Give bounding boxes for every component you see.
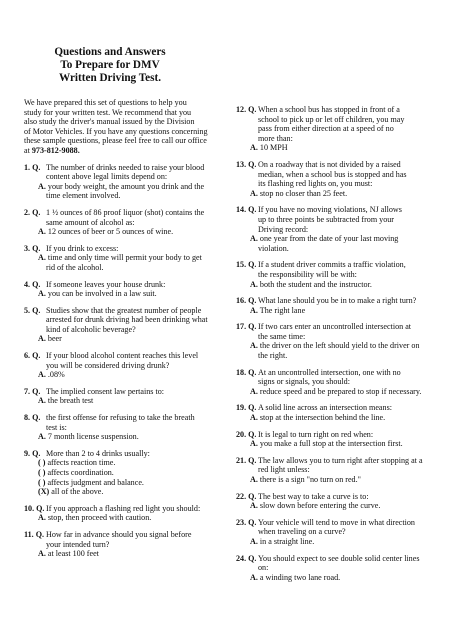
answer-text: there is a sign "no turn on red.": [259, 475, 361, 484]
answer-text: stop no closer than 25 feet.: [259, 188, 348, 198]
choice-text: affects judgment and balance.: [47, 477, 144, 487]
question-text: How far in advance should you signal before: [46, 529, 192, 539]
question-text: If you have no moving violations, NJ allows: [258, 205, 402, 215]
answer-label: A.: [38, 227, 46, 237]
choice-text: all of the above.: [51, 487, 104, 497]
title-line: To Prepare for DMV: [60, 58, 160, 71]
answer-line: [24, 191, 232, 201]
answer-line: [24, 334, 232, 344]
answer-text: time element involved.: [46, 191, 121, 201]
question-number: 16. Q.: [236, 296, 257, 306]
answer-label: A.: [38, 334, 46, 344]
answer-label: A.: [250, 386, 258, 396]
question-text: school to pick up or let off children, you may: [258, 114, 405, 124]
answer-label: A.: [250, 143, 258, 153]
answer-text: in a straight line.: [259, 536, 315, 546]
choice-text: affects coordination.: [47, 468, 114, 477]
question-item: [236, 368, 454, 397]
answer-text: beer: [47, 334, 62, 344]
question-number: 5. Q.: [24, 305, 41, 315]
question-item: [24, 208, 232, 237]
question-item: [236, 105, 454, 153]
answer-line: [236, 306, 454, 316]
answer-text: one year from the date of your last moving: [259, 234, 399, 244]
question-number: 12. Q.: [236, 105, 257, 114]
answer-label: A.: [38, 513, 46, 523]
question-text: arrested for drunk driving had been drinking what: [46, 315, 208, 325]
question-item: [24, 530, 232, 559]
answer-text: stop at the intersection behind the line.: [259, 413, 386, 423]
answer-text: the right.: [258, 351, 288, 361]
answer-text: your body weight, the amount you drink and the: [47, 181, 205, 191]
question-item: [24, 504, 232, 523]
choice-line: [24, 468, 232, 478]
answer-text: reduce speed and be prepared to stop if necessary.: [259, 386, 422, 396]
question-text: When a school bus has stopped in front of a: [258, 105, 400, 114]
answer-line: [24, 549, 232, 559]
answer-line: [236, 189, 454, 199]
question-number: 19. Q.: [236, 403, 257, 413]
question-text: The number of drinks needed to raise your blood: [46, 162, 205, 172]
intro-line: [24, 146, 232, 156]
question-number: 3. Q.: [24, 243, 41, 253]
answer-label: A.: [250, 341, 258, 351]
question-number: 2. Q.: [24, 207, 41, 217]
question-text: when traveling on a curve?: [258, 527, 346, 537]
question-item: [236, 205, 454, 253]
question-item: [236, 160, 454, 198]
answer-line: [236, 234, 454, 244]
choice-marker: ( ): [38, 477, 46, 487]
question-text: Your vehicle will tend to move in what direction: [258, 517, 415, 527]
intro-line: of Motor Vehicles. If you have any questions concerning: [24, 126, 208, 136]
question-text: red light unless:: [258, 465, 310, 475]
question-text: A solid line across an intersection means:: [258, 403, 392, 413]
question-text: If a student driver commits a traffic violation,: [258, 260, 406, 270]
question-text: up to three points be subtracted from your: [258, 214, 394, 224]
question-number: 8. Q.: [24, 413, 41, 423]
answer-label: A.: [38, 253, 46, 263]
question-text: What lane should you be in to make a right turn?: [258, 296, 417, 306]
answer-label: A.: [250, 305, 258, 315]
question-text: You should expect to see double solid center lines: [258, 553, 420, 563]
question-number: 22. Q.: [236, 491, 257, 501]
question-number: 20. Q.: [236, 429, 257, 439]
question-item: [236, 554, 454, 583]
answer-line: [24, 227, 232, 237]
question-number: 13. Q.: [236, 159, 257, 169]
question-text: more than:: [258, 133, 293, 143]
title-line: Questions and Answers: [54, 46, 166, 58]
question-number: 4. Q.: [24, 279, 41, 289]
question-text: It is legal to turn right on red when:: [258, 429, 374, 439]
phone-number: 973-812-9088.: [31, 145, 80, 155]
answer-label: A.: [250, 439, 258, 449]
question-number: 17. Q.: [236, 322, 257, 332]
intro-paragraph: [24, 98, 232, 156]
question-item: [236, 260, 454, 289]
question-text: pass from either direction at a speed of no: [258, 124, 394, 134]
answer-label: A.: [250, 572, 258, 582]
answer-text: both the student and the instructor.: [259, 279, 372, 289]
right-question-list: [236, 105, 454, 582]
answer-line: [236, 280, 454, 290]
answer-text: the driver on the left should yield to the driver on: [259, 341, 420, 351]
question-item: [236, 430, 454, 449]
question-item: [24, 351, 232, 380]
answer-line: [236, 341, 454, 351]
question-number: 15. Q.: [236, 260, 257, 270]
question-text: same amount of alcohol as:: [46, 217, 135, 227]
question-text: If your blood alcohol content reaches this level: [46, 351, 199, 361]
question-text: Studies show that the greatest number of people: [46, 305, 202, 315]
question-number: 11. Q.: [24, 529, 45, 539]
question-text: signs or signals, you should:: [258, 377, 350, 387]
answer-label: A.: [38, 396, 46, 406]
answer-line: [236, 439, 454, 449]
question-text: content above legal limits depend on:: [46, 172, 168, 182]
answer-label: A.: [38, 432, 46, 442]
left-column: [24, 98, 232, 559]
question-item: [24, 413, 232, 442]
answer-text: the breath test: [47, 396, 94, 406]
question-item: [24, 387, 232, 406]
answer-text: rid of the alcohol.: [46, 262, 104, 272]
answer-label: A.: [250, 413, 258, 423]
question-item: [24, 163, 232, 201]
answer-text: time and only time will permit your body to get: [47, 253, 202, 263]
question-text: its flashing red lights on, you must:: [258, 179, 373, 189]
question-text: you will be considered driving drunk?: [46, 360, 170, 370]
answer-label: A.: [38, 370, 46, 380]
question-text: The best way to take a curve is to:: [258, 491, 369, 501]
answer-label: A.: [250, 475, 258, 484]
answer-text: stop, then proceed with caution.: [47, 513, 152, 523]
left-question-list: [24, 163, 232, 559]
answer-line: [236, 351, 454, 361]
question-number: 6. Q.: [24, 351, 41, 361]
answer-line: [236, 413, 454, 423]
question-number: 1. Q.: [24, 162, 41, 172]
answer-line: [24, 396, 232, 406]
question-text: The law allows you to turn right after stopping at a: [258, 455, 423, 465]
answer-label: A.: [38, 289, 46, 299]
question-number: 10. Q.: [24, 503, 45, 513]
choice-text: affects reaction time.: [47, 458, 116, 468]
answer-line: [236, 475, 454, 485]
intro-line: also study the driver's manual issued by the Division: [24, 117, 195, 127]
question-item: [236, 492, 454, 511]
question-number: 9. Q.: [24, 448, 41, 458]
document-title: [40, 46, 180, 84]
question-text: test is:: [46, 422, 67, 432]
question-item: [24, 244, 232, 273]
answer-text: 12 ounces of beer or 5 ounces of wine.: [47, 227, 174, 237]
question-number: 14. Q.: [236, 205, 257, 215]
question-text: If you approach a flashing red light you should:: [46, 503, 201, 513]
answer-label: A.: [38, 549, 46, 559]
question-item: [24, 280, 232, 299]
answer-line: [24, 513, 232, 523]
answer-text: 10 MPH: [259, 143, 288, 153]
question-text: the first offense for refusing to take the breath: [46, 413, 195, 423]
answer-line: [236, 387, 454, 397]
intro-line: We have prepared this set of questions to help you: [24, 98, 187, 107]
answer-line: [24, 263, 232, 273]
question-text: kind of alcoholic beverage?: [46, 324, 136, 334]
question-text: your intended turn?: [46, 539, 110, 549]
answer-text: you can be involved in a law suit.: [47, 289, 157, 299]
question-text: If someone leaves your house drunk:: [46, 279, 166, 289]
question-text: At an uncontrolled intersection, one with no: [258, 367, 401, 377]
question-text: If two cars enter an uncontrolled intersection at: [258, 322, 412, 332]
question-item: [24, 449, 232, 497]
intro-line: study for your written test. We recommend that you: [24, 107, 192, 117]
answer-line: [24, 182, 232, 192]
answer-line: [24, 432, 232, 442]
answer-label: A.: [250, 501, 258, 511]
question-text: On a roadway that is not divided by a raised: [258, 159, 401, 169]
choice-line: [24, 478, 232, 488]
answer-text: .08%: [47, 370, 65, 380]
answer-text: slow down before entering the curve.: [259, 501, 381, 511]
choice-line: [24, 458, 232, 468]
question-text: If you drink to excess:: [46, 243, 119, 253]
question-text: on:: [258, 563, 269, 573]
choice-marker: ( ): [38, 468, 46, 477]
answer-text: 7 month license suspension.: [47, 432, 139, 442]
question-text: More than 2 to 4 drinks usually:: [46, 448, 150, 458]
answer-text: you make a full stop at the intersection first.: [259, 439, 403, 449]
question-number: 7. Q.: [24, 386, 41, 396]
choice-line: [24, 487, 232, 497]
answer-label: A.: [38, 181, 46, 191]
question-number: 24. Q.: [236, 553, 257, 563]
intro-at: at: [24, 145, 30, 155]
answer-line: [236, 537, 454, 547]
question-item: [236, 403, 454, 422]
question-item: [236, 322, 454, 360]
question-text: The implied consent law pertains to:: [46, 386, 165, 396]
intro-line: these sample questions, please feel free to call our office: [24, 136, 207, 146]
question-text: 1 ½ ounces of 86 proof liquor (shot) contains the: [46, 207, 205, 217]
answer-text: violation.: [258, 243, 289, 253]
answer-label: A.: [250, 188, 258, 198]
choice-marker: (X): [38, 487, 50, 497]
question-number: 23. Q.: [236, 517, 257, 527]
answer-text: The right lane: [259, 305, 306, 315]
question-text: median, when a school bus is stopped and has: [258, 169, 407, 179]
question-text: Driving record:: [258, 224, 309, 234]
answer-label: A.: [250, 279, 258, 289]
answer-line: [24, 370, 232, 380]
answer-line: [24, 253, 232, 263]
title-line: Written Driving Test.: [58, 71, 162, 84]
right-column: [236, 98, 454, 582]
answer-line: [24, 289, 232, 299]
answer-label: A.: [250, 234, 258, 244]
answer-line: [236, 501, 454, 511]
question-text: the same time:: [258, 331, 306, 341]
question-item: [236, 296, 454, 315]
question-number: 21. Q.: [236, 455, 257, 465]
question-item: [236, 518, 454, 547]
question-item: [24, 306, 232, 344]
answer-text: a winding two lane road.: [259, 572, 341, 582]
question-number: 18. Q.: [236, 367, 257, 377]
question-text: the responsibility will be with:: [258, 269, 357, 279]
answer-line: [236, 143, 454, 153]
answer-text: at least 100 feet: [47, 549, 99, 559]
choice-marker: ( ): [38, 458, 46, 468]
question-item: [236, 456, 454, 485]
answer-label: A.: [250, 536, 258, 546]
answer-line: [236, 573, 454, 583]
answer-line: [236, 244, 454, 254]
